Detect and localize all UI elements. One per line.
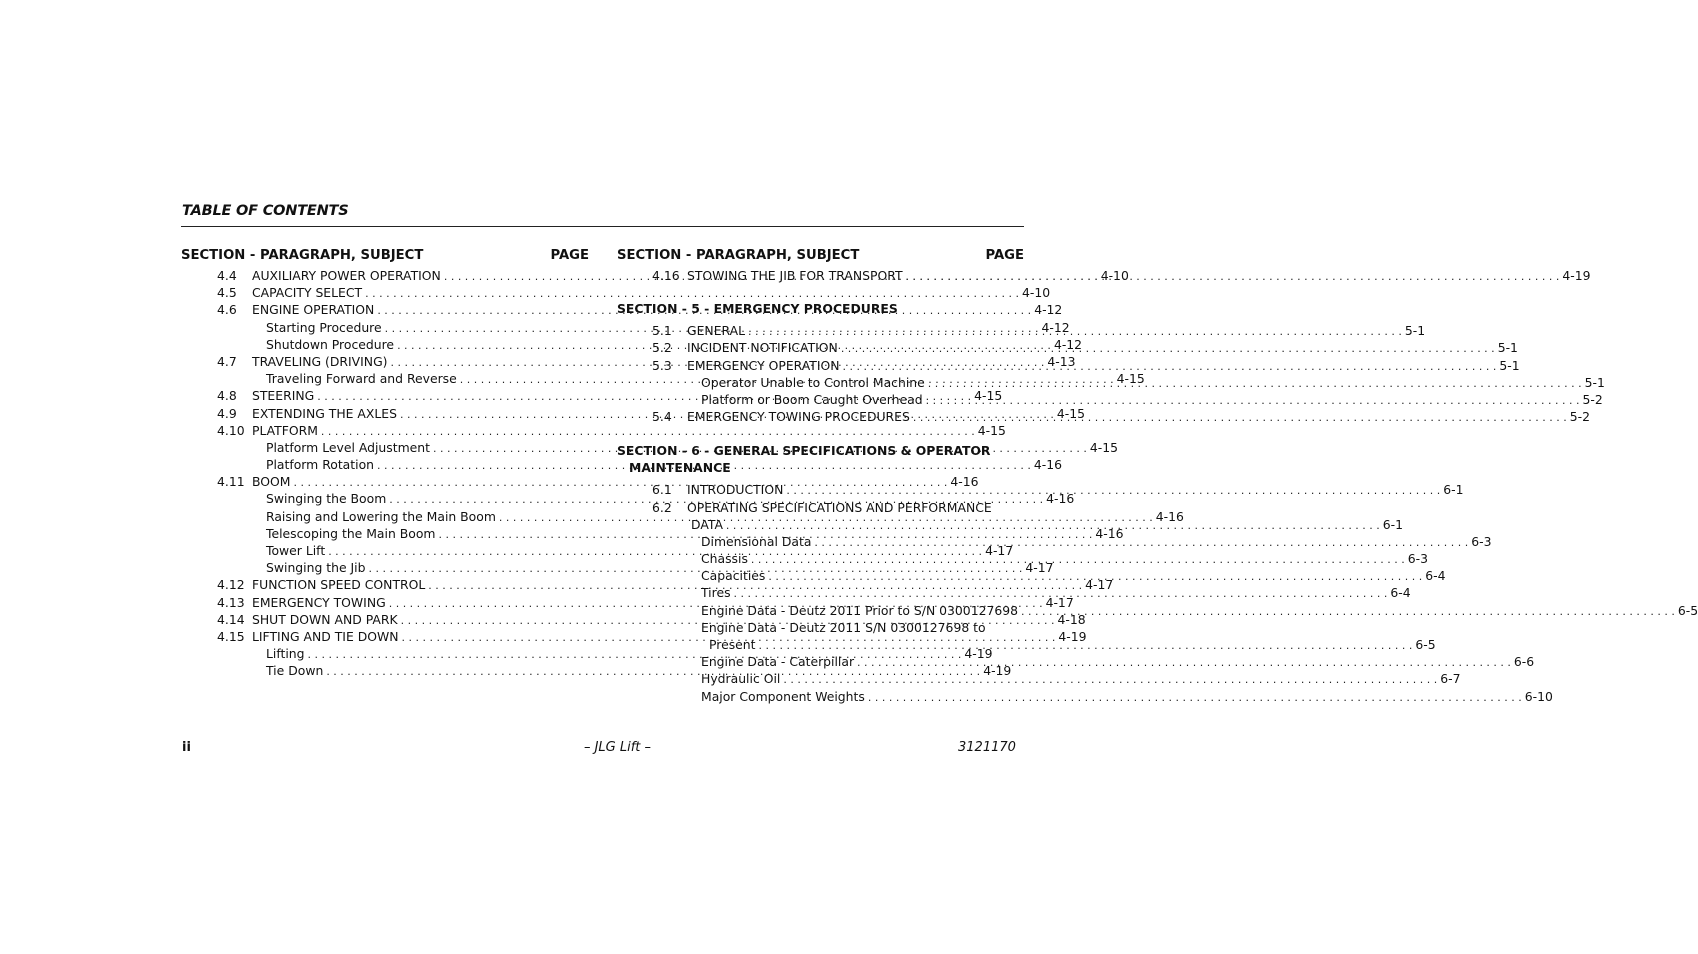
leader-dots [786, 482, 1440, 499]
entry-number: 5.3 [652, 357, 672, 373]
entry-number: 5.2 [652, 340, 672, 356]
entry-title: Telescoping the Main Boom [266, 525, 436, 541]
leader-dots [768, 568, 1422, 585]
entry-page: 6-1 [1443, 482, 1464, 498]
entry-page: 6-5 [1415, 637, 1436, 652]
leader-dots [841, 340, 1495, 357]
entry-title: STEERING [252, 388, 315, 404]
entry-number: 6.1 [652, 482, 672, 498]
section-6-heading-line2: MAINTENANCE [629, 460, 731, 476]
entry-number: 4.15 [217, 628, 245, 644]
entry-number: 4.9 [217, 405, 237, 421]
entry-title: Lifting [266, 646, 305, 662]
leader-dots [783, 671, 1437, 688]
entry-page: 6-3 [1407, 551, 1429, 567]
entry-title: LIFTING AND TIE DOWN [252, 628, 399, 644]
entry-page: 6-5 [1677, 602, 1698, 618]
entry-page: 4-10 [1021, 285, 1051, 301]
column-header-subject: SECTION - PARAGRAPH, SUBJECT [617, 248, 860, 263]
entry-title: EMERGENCY TOWING [252, 594, 386, 610]
entry-page: 4-19 [964, 646, 993, 662]
entry-page: 4-15 [1116, 371, 1145, 387]
entry-page: 4-13 [1047, 353, 1076, 369]
column-header-page: PAGE [550, 248, 589, 263]
entry-title: OPERATING SPECIFICATIONS AND PERFORMANCE [687, 499, 992, 515]
toc-entry[interactable] [617, 391, 1603, 408]
section-6-heading[interactable] [617, 442, 1024, 476]
entry-page: 4-15 [1089, 439, 1118, 455]
entry-page: 6-10 [1524, 688, 1553, 704]
entry-title: Platform Rotation [266, 457, 375, 473]
entry-page: 6-7 [1440, 671, 1461, 687]
entry-title: Shutdown Procedure [266, 336, 395, 352]
leader-dots [906, 268, 1560, 285]
entry-title: TRAVELING (DRIVING) [252, 353, 388, 369]
leader-dots [1021, 603, 1675, 620]
entry-page: 4-17 [1085, 577, 1114, 593]
entry-title: DATA [691, 516, 723, 532]
toc-entry[interactable] [617, 499, 1024, 516]
entry-title: EXTENDING THE AXLES [252, 405, 397, 421]
leader-dots [759, 637, 1413, 654]
entry-number: 4.10 [217, 422, 245, 438]
entry-title: CAPACITY SELECT [252, 285, 363, 301]
entry-title: SHUT DOWN AND PARK [252, 611, 398, 627]
leader-dots [868, 689, 1522, 706]
leader-dots [843, 358, 1497, 375]
entry-page: 4-15 [977, 422, 1006, 438]
entry-title: AUXILIARY POWER OPERATION [252, 268, 441, 283]
footer-page-number: ii [182, 740, 191, 755]
entry-number: 4.11 [217, 474, 245, 490]
entry-page: 6-4 [1425, 568, 1446, 584]
toc-entry[interactable] [617, 550, 1429, 567]
entry-page: 4-15 [1056, 405, 1085, 421]
entry-page: 4-17 [1025, 560, 1054, 576]
entry-title: Swinging the Jib [266, 560, 366, 576]
entry-title: Hydraulic Oil [701, 671, 781, 687]
entry-page: 4-12 [1034, 302, 1063, 318]
entry-page: 5-1 [1584, 374, 1605, 390]
entry-number: 4.8 [217, 388, 237, 404]
title-rule [181, 226, 1024, 227]
entry-title: Platform Level Adjustment [266, 439, 430, 455]
entry-number: 4.6 [217, 302, 237, 318]
entry-title: Raising and Lowering the Main Boom [266, 508, 496, 524]
toc-entry[interactable] [617, 688, 1553, 705]
entry-title: Starting Procedure [266, 319, 382, 335]
footer-doc-number: 3121170 [958, 740, 1016, 755]
entry-number: 4.4 [217, 268, 237, 283]
entry-page: 6-3 [1471, 533, 1492, 549]
entry-page: 4-18 [1057, 611, 1086, 627]
toc-entry[interactable] [617, 653, 1535, 670]
entry-page: 4-16 [1095, 525, 1124, 541]
leader-dots [748, 323, 1402, 340]
footer-publisher: – JLG Lift – [583, 740, 652, 755]
leader-dots [857, 654, 1511, 671]
entry-page: 4-15 [974, 388, 1003, 404]
entry-title: FUNCTION SPEED CONTROL [252, 577, 426, 593]
entry-title: PLATFORM [252, 422, 318, 438]
entry-page: 4-12 [1041, 319, 1070, 335]
entry-number: 4.13 [217, 594, 245, 610]
entry-title: STOWING THE JIB FOR TRANSPORT [687, 268, 903, 283]
entry-title: Engine Data - Deutz 2011 Prior to S/N 0300127698 [701, 602, 1018, 618]
entry-title: Tires [701, 585, 731, 601]
toc-entry[interactable] [181, 284, 1051, 301]
entry-page: 6-4 [1390, 585, 1411, 601]
section-5-heading[interactable]: SECTION - 5 - EMERGENCY PROCEDURES [617, 301, 898, 317]
entry-number: 4.5 [217, 285, 237, 301]
entry-number: 6.2 [652, 499, 672, 515]
left-column-header [181, 245, 589, 266]
entry-title: BOOM [252, 474, 291, 490]
entry-page: 4-16 [950, 474, 979, 490]
entry-number: 5.4 [652, 409, 672, 425]
entry-title: GENERAL [687, 323, 746, 339]
toc-entry[interactable] [617, 670, 1461, 687]
entry-page: 4-19 [1058, 628, 1087, 644]
entry-number: 4.16 [652, 268, 680, 283]
entry-title: Tie Down [266, 663, 324, 679]
entry-title: Present [709, 637, 756, 652]
entry-page: 4-16 [1046, 491, 1075, 507]
entry-page: 4-17 [985, 543, 1014, 558]
entry-page: 5-1 [1499, 357, 1520, 373]
entry-page: 4-19 [983, 663, 1012, 679]
leader-dots [913, 409, 1567, 426]
entry-title: EMERGENCY OPERATION [687, 357, 840, 373]
entry-number: 4.14 [217, 611, 245, 627]
entry-page: 5-1 [1497, 340, 1518, 356]
leader-dots [928, 375, 1582, 392]
leader-dots [734, 585, 1388, 602]
entry-number: 4.12 [217, 577, 245, 593]
leader-dots [751, 551, 1405, 568]
entry-page: 4-12 [1053, 336, 1083, 352]
entry-page: 4-16 [1033, 457, 1063, 473]
entry-title: Engine Data - Caterpillar [701, 654, 855, 670]
leader-dots [726, 517, 1380, 534]
toc-entry[interactable] [617, 619, 1024, 636]
entry-title: EMERGENCY TOWING PROCEDURES [687, 409, 910, 425]
entry-title: Dimensional Data [701, 533, 812, 549]
toc-entry[interactable] [181, 422, 1006, 439]
entry-number: 5.1 [652, 323, 672, 339]
entry-page: 5-2 [1582, 391, 1603, 407]
right-column-header [617, 245, 1024, 266]
toc-entry[interactable] [617, 481, 1464, 498]
page-title: TABLE OF CONTENTS [182, 203, 349, 219]
entry-page: 4-10 [1100, 268, 1129, 283]
entry-title: INCIDENT NOTIFICATION [687, 340, 838, 356]
entry-title: INTRODUCTION [687, 482, 784, 498]
column-header-subject: SECTION - PARAGRAPH, SUBJECT [181, 248, 424, 263]
entry-title: Swinging the Boom [266, 491, 387, 507]
entry-page: 5-2 [1569, 409, 1590, 425]
entry-page: 6-6 [1513, 654, 1535, 670]
entry-title: Platform or Boom Caught Overhead [701, 391, 923, 407]
entry-title: Chassis [701, 551, 748, 567]
entry-page: 4-17 [1045, 594, 1074, 610]
entry-title: Traveling Forward and Reverse [266, 371, 457, 387]
column-header-page: PAGE [985, 248, 1024, 263]
entry-page: 6-1 [1382, 516, 1404, 532]
entry-page: 5-1 [1404, 323, 1426, 339]
entry-page: 4-19 [1562, 268, 1591, 283]
entry-title: Major Component Weights [701, 688, 865, 704]
leader-dots [926, 392, 1580, 409]
leader-dots [814, 534, 1468, 551]
entry-title: Tower Lift [266, 543, 326, 558]
section-6-heading-line1: SECTION - 6 - GENERAL SPECIFICATIONS & OPERATOR [617, 443, 991, 459]
entry-title: Capacities [701, 568, 766, 584]
section-6-sub-entries [617, 653, 1553, 705]
entry-title: Operator Unable to Control Machine [701, 374, 925, 390]
entry-title: Engine Data - Deutz 2011 S/N 0300127698 to [701, 619, 986, 635]
entry-page: 4-16 [1155, 508, 1184, 524]
entry-number: 4.7 [217, 353, 237, 369]
entry-title: ENGINE OPERATION [252, 302, 375, 318]
